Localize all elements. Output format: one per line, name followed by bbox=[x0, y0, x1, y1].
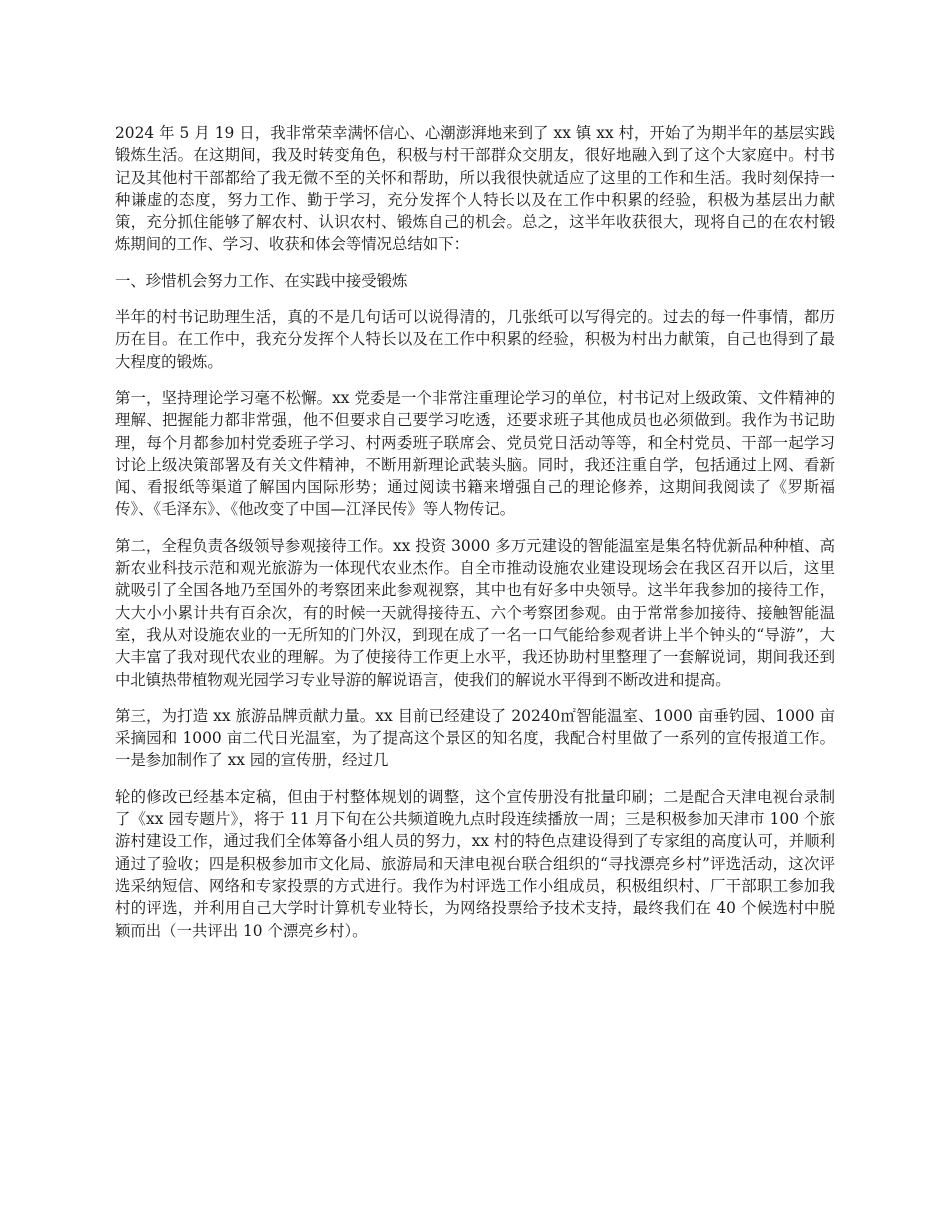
point-one-paragraph: 第一，坚持理论学习毫不松懈。xx 党委是一个非常注重理论学习的单位，村书记对上级政策、文件精神的理解、把握能力都非常强，他不但要求自己要学习吃透，还要求班子其他成员也必须做到。我作为书记助理，每个月都参加村党委班子学习、村两委班子联席会、党员党日活动等等，和全村党员、干部一起学习讨论上级决策部署及有关文件精神，不断用新理论武装头脑。同时，我还注重自学，包括通过上网、看新闻、看报纸等渠道了解国内国际形势；通过阅读书籍来增强自己的理论修养，这期间我阅读了《罗斯福传》、《毛泽东》、《他改变了中国—江泽民传》等人物传记。 bbox=[115, 388, 835, 519]
document-page bbox=[115, 122, 835, 956]
section-heading: 一、珍惜机会努力工作、在实践中接受锻炼 bbox=[115, 271, 408, 290]
point-three-continued-paragraph: 轮的修改已经基本定稿，但由于村整体规划的调整，这个宣传册没有批量印刷；二是配合天津电视台录制了《xx 园专题片》，将于 11 月下旬在公共频道晚九点时段连续播放一周；三是积极参加天津市 100 个旅游村建设工作，通过我们全体筹备小组人员的努力，xx 村的特色点建设得到了专家组的高度认可，并顺利通过了验收；四是积极参加市文化局、旅游局和天津电视台联合组织的“寻找漂亮乡村”评选活动，这次评选采纳短信、网络和专家投票的方式进行。我作为村评选工作小组成员，积极组织村、厂干部职工参加我村的评选，并利用自己大学时计算机专业特长，为网络投票给予技术支持，最终我们在 40 个候选村中脱颖而出（一共评出 10 个漂亮乡村）。 bbox=[115, 787, 835, 940]
intro-paragraph: 2024 年 5 月 19 日，我非常荣幸满怀信心、心潮澎湃地来到了 xx 镇 xx 村，开始了为期半年的基层实践锻炼生活。在这期间，我及时转变角色，积极与村干部群众交朋友，很好地融入到了这个大家庭中。村书记及其他村干部都给了我无微不至的关怀和帮助，所以我很快就适应了这里的工作和生活。我时刻保持一种谦虚的态度，努力工作、勤于学习，充分发挥个人特长以及在工作中积累的经验，积极为基层出力献策，充分抓住能够了解农村、认识农村、锻炼自己的机会。总之，这半年收获很大，现将自己的在农村锻炼期间的工作、学习、收获和体会等情况总结如下： bbox=[115, 124, 835, 254]
point-two-paragraph: 第二，全程负责各级领导参观接待工作。xx 投资 3000 多万元建设的智能温室是集名特优新品种种植、高新农业科技示范和观光旅游为一体现代农业杰作。自全市推动设施农业建设现场会在我区召开以后，这里就吸引了全国各地乃至国外的考察团来此参观视察，其中也有好多中央领导。这半年我参加的接待工作，大大小小累计共有百余次，有的时候一天就得接待五、六个考察团参观。由于常常参加接待、接触智能温室，我从对设施农业的一无所知的门外汉，到现在成了一名一口气能给参观者讲上半个钟头的“导游”，大大丰富了我对现代农业的理解。为了使接待工作更上水平，我还协助村里整理了一套解说词，期间我还到中北镇热带植物观光园学习专业导游的解说语言，使我们的解说水平得到不断改进和提高。 bbox=[115, 536, 835, 689]
point-three-paragraph: 第三，为打造 xx 旅游品牌贡献力量。xx 目前已经建设了 20240㎡智能温室、1000 亩垂钓园、1000 亩采摘园和 1000 亩二代日光温室，为了提高这个景区的知名度，我配合村里做了一系列的宣传报道工作。一是参加制作了 xx 园的宣传册，经过几 bbox=[115, 706, 835, 770]
section-intro-paragraph: 半年的村书记助理生活，真的不是几句话可以说得清的，几张纸可以写得完的。过去的每一件事情，都历历在目。在工作中，我充分发挥个人特长以及在工作中积累的经验，积极为村出力献策，自己也得到了最大程度的锻炼。 bbox=[115, 308, 835, 371]
